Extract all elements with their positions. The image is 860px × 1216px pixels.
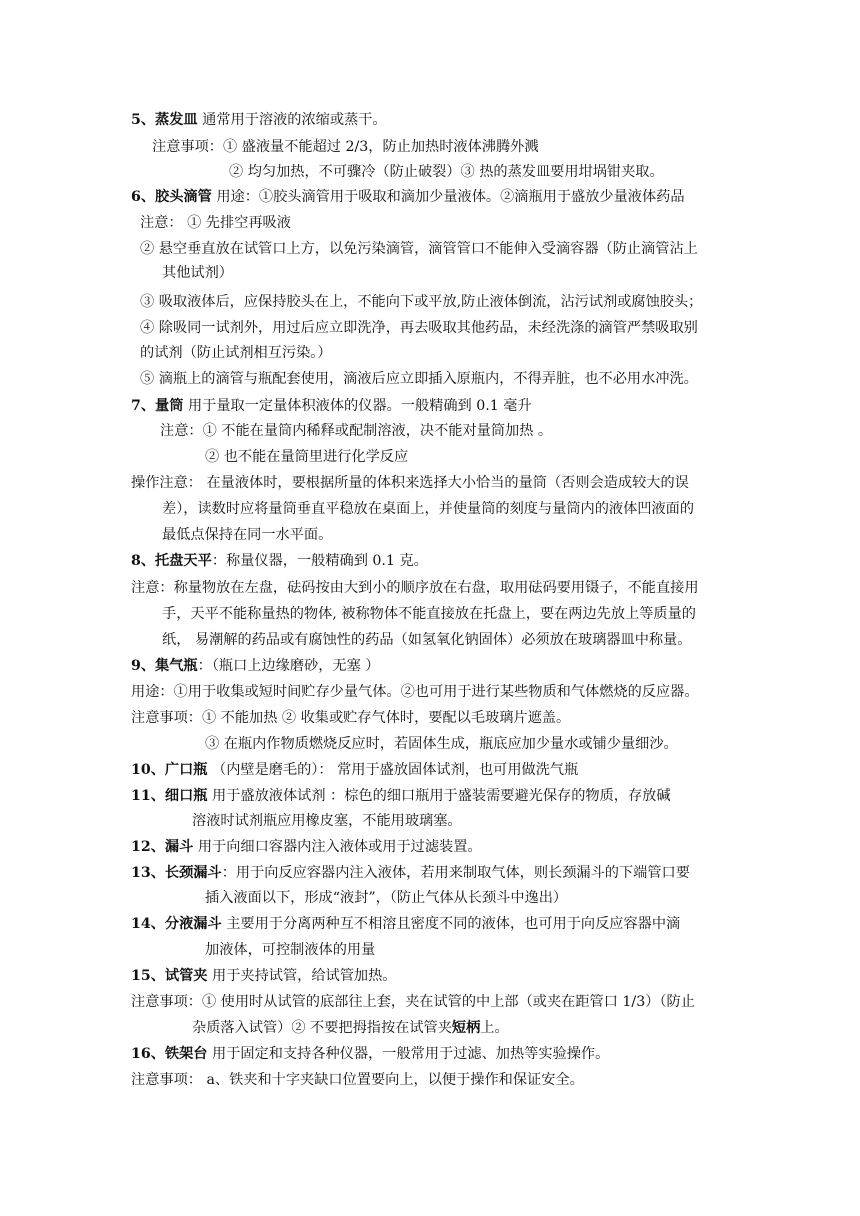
text-line: 杂质落入试管）② 不要把拇指按在试管夹短柄上。 [192, 1020, 509, 1036]
text-line: ③ 吸取液体后，应保持胶头在上，不能向下或平放,防止液体倒流，沾污试剂或腐蚀胶头； [140, 294, 703, 310]
heading-evaporating-dish: 5、蒸发皿 通常用于溶液的浓缩或蒸干。 [131, 112, 387, 128]
text-line: ② 均匀加热，不可骤冷（防止破裂）③ 热的蒸发皿要用坩埚钳夹取。 [229, 164, 664, 180]
heading-balance: 8、托盘天平：称量仪器，一般精确到 0.1 克。 [131, 553, 428, 569]
text-line: 手，天平不能称量热的物体, 被称物体不能直接放在托盘上，要在两边先放上等质量的 [162, 606, 696, 622]
heading-gas-jar: 9、集气瓶：（瓶口上边缘磨砂，无塞 ） [131, 658, 380, 674]
text-line: ③ 在瓶内作物质燃烧反应时，若固体生成，瓶底应加少量水或铺少量细沙。 [205, 736, 678, 752]
heading-dropper: 6、胶头滴管 用途：①胶头滴管用于吸取和滴加少量液体。②滴瓶用于盛放少量液体药品 [131, 189, 685, 205]
heading-separatory-funnel: 14、分液漏斗 主要用于分离两种互不相溶且密度不同的液体，也可用于向反应容器中滴 [131, 916, 681, 932]
heading-wide-mouth-bottle: 10、广口瓶 （内壁是磨毛的）： 常用于盛放固体试剂，也可用做洗气瓶 [131, 762, 579, 778]
text-line: 其他试剂） [162, 265, 233, 281]
text-line: 注意事项：① 使用时从试管的底部往上套，夹在试管的中上部（或夹在距管口 1/3）（防止 [131, 994, 695, 1010]
heading-long-neck-funnel: 13、长颈漏斗：用于向反应容器内注入液体，若用来制取气体，则长颈漏斗的下端管口要 [131, 865, 690, 881]
text-line: 加液体，可控制液体的用量 [205, 942, 376, 958]
text-line: ⑤ 滴瓶上的滴管与瓶配套使用，滴液后应立即插入原瓶内，不得弄脏，也不必用水冲洗。 [140, 371, 698, 387]
heading-test-tube-holder: 15、试管夹 用于夹持试管，给试管加热。 [131, 968, 397, 984]
text-line: 纸， 易潮解的药品或有腐蚀性的药品（如氢氧化钠固体）必须放在玻璃器皿中称量。 [162, 632, 692, 648]
text-line: 最低点保持在同一水平面。 [162, 527, 333, 543]
text-line: 注意：① 不能在量筒内稀释或配制溶液，决不能对量筒加热 。 [160, 423, 553, 439]
heading-graduated-cylinder: 7、量筒 用于量取一定量体积液体的仪器。一般精确到 0.1 毫升 [131, 398, 532, 414]
text-line: 注意事项：① 不能加热 ② 收集或贮存气体时，要配以毛玻璃片遮盖。 [131, 710, 571, 726]
text-line: 操作注意： 在量液体时，要根据所量的体积来选择大小恰当的量筒（否则会造成较大的误 [131, 475, 689, 491]
text-line: 差），读数时应将量筒垂直平稳放在桌面上，并使量筒的刻度与量筒内的液体凹液面的 [162, 501, 695, 517]
text-line: 注意事项： a、铁夹和十字夹缺口位置要向上，以便于操作和保证安全。 [131, 1072, 584, 1088]
text-line: 注意事项：① 盛液量不能超过 2/3，防止加热时液体沸腾外溅 [152, 139, 539, 155]
heading-funnel: 12、漏斗 用于向细口容器内注入液体或用于过滤装置。 [131, 839, 482, 855]
text-line: 插入液面以下，形成“液封”，（防止气体从长颈斗中逸出） [205, 890, 568, 906]
heading-narrow-mouth-bottle: 11、细口瓶 用于盛放液体试剂 ：棕色的细口瓶用于盛装需要避光保存的物质，存放碱 [131, 788, 671, 804]
heading-iron-stand: 16、铁架台 用于固定和支持各种仪器，一般常用于过滤、加热等实验操作。 [131, 1046, 610, 1062]
text-line: ② 悬空垂直放在试管口上方，以免污染滴管，滴管管口不能伸入受滴容器（防止滴管沾上 [140, 241, 698, 257]
text-line: 溶液时试剂瓶应用橡皮塞，不能用玻璃塞。 [192, 813, 462, 829]
text-line: 注意：称量物放在左盘，砝码按由大到小的顺序放在右盘，取用砝码要用镊子，不能直接用 [131, 580, 699, 596]
text-line: 用途：①用于收集或短时间贮存少量气体。②也可用于进行某些物质和气体燃烧的反应器。 [131, 684, 699, 700]
text-line: ④ 除吸同一试剂外，用过后应立即洗净，再去吸取其他药品，未经洗涤的滴管严禁吸取别 [140, 320, 698, 336]
text-line: 注意： ① 先排空再吸液 [140, 215, 291, 231]
text-line: ② 也不能在量筒里进行化学反应 [205, 449, 409, 465]
text-line: 的试剂（防止试剂相互污染。） [140, 345, 332, 361]
